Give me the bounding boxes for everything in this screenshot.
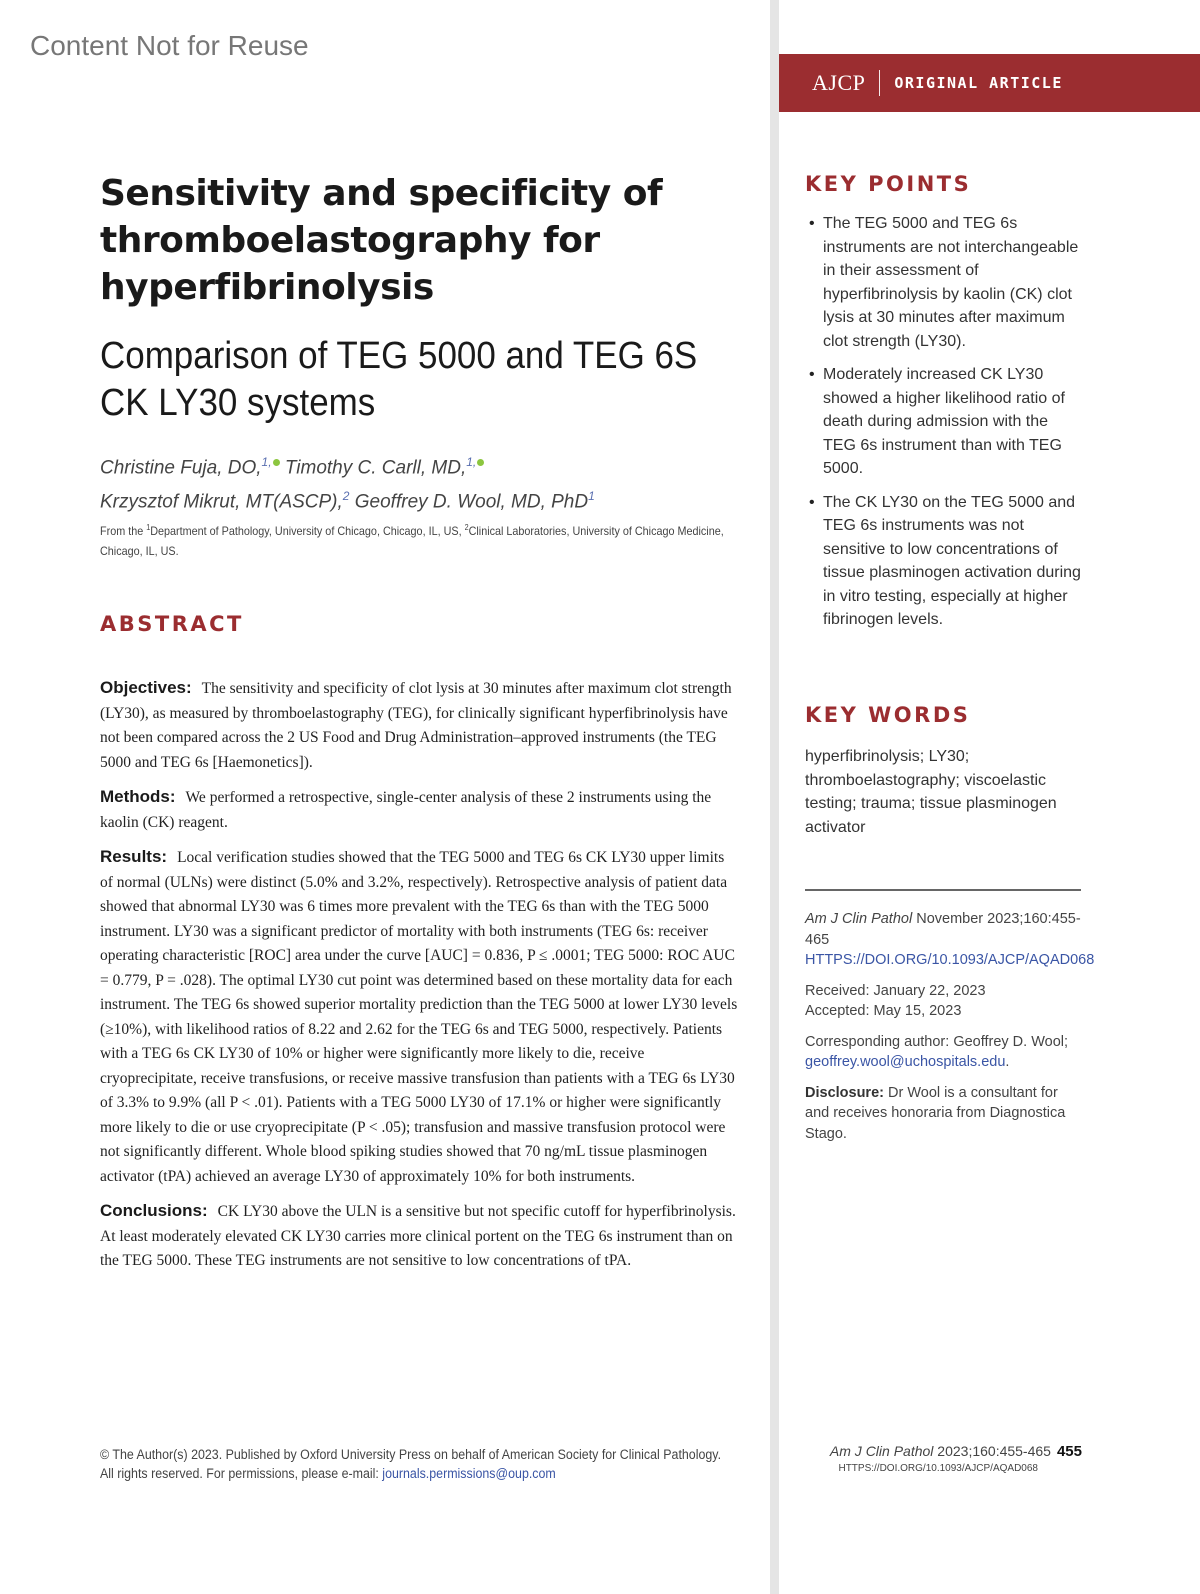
rights-text: All rights reserved. For permissions, please e-mail: (100, 1466, 383, 1481)
results-label: Results: (100, 847, 168, 866)
doi-link[interactable]: HTTPS://DOI.ORG/10.1093/AJCP/AQAD068 (805, 952, 1095, 968)
page-number: 455 (1056, 1443, 1082, 1460)
conclusions-label: Conclusions: (100, 1201, 208, 1220)
journal-name: AJCP (812, 70, 866, 95)
abstract-methods (100, 785, 740, 835)
abstract-body (100, 676, 740, 1284)
results-text: Local verification studies showed that the TEG 5000 and TEG 6s CK LY30 upper limits of normal (ULNs) were distinct (5.0% and 3.2%, respectively). Retrospective analysis of patient data showed that abnormal LY30 was 6 times more prevalent with the TEG 6s than with the TEG 5000 instrument. LY30 was a significant predictor of mortality with both instruments (TEG 6s: receiver operating characteristic [ROC] area under the curve [AUC] = 0.836, P ≤ .0001; TEG 5000: ROC AUC = 0.779, P = .028). The optimal LY30 cut point was determined based on these mortality data for each instrument. The TEG 6s showed superior mortality prediction than the TEG 5000 at lower LY30 levels (≥10%), with likelihood ratios of 8.22 and 2.62 for the TEG 6s and TEG 5000, respectively. Patients with a TEG 6s CK LY30 of 10% or higher were significantly more likely to die, receive cryoprecipitate, receive transfusions, or receive massive transfusion than patients with a TEG 6s LY30 of 3.3% to 9.9% (all P < .01). Patients with a TEG 5000 LY30 of 17.1% or higher were significantly more likely to die or use cryoprecipitate (P < .05); transfusion and massive transfusion protocol were not significantly different. Whole blood spiking studies showed that 70 ng/mL tissue plasminogen activator (tPA) achieved an average LY30 of approximately 10% for both instruments. (100, 849, 738, 1185)
key-words-text: hyperfibrinolysis; LY30; thromboelastography; viscoelastic testing; trauma; tissue plasminogen activator (805, 748, 1057, 836)
affiliation-text: Clinical Laboratories, University of Chicago Medicine, Chicago, IL, US. (100, 524, 724, 558)
article-meta (805, 909, 1095, 1154)
copyright-text: © The Author(s) 2023. Published by Oxford University Press on behalf of American Society for Clinical Pathology. (100, 1447, 722, 1462)
email-suffix: . (1005, 1054, 1010, 1070)
sidebar-divider (805, 889, 1081, 891)
author-name: Krzysztof Mikrut, MT(ASCP), (100, 491, 343, 513)
disclosure-text: Dr Wool is a consultant for and receives honoraria from Diagnostica Stago. (805, 1084, 1066, 1142)
email-link[interactable]: geoffrey.wool@uchospitals.edu (805, 1054, 1006, 1070)
objectives-text: The sensitivity and specificity of clot lysis at 30 minutes after maximum clot strength (LY30), as measured by thromboelastography (TEG), for clinically significant hyperfibrinolysis have not been compared across the 2 US Food and Drug Administration–approved instruments (the TEG 5000 and TEG 6s [Haemonetics]). (100, 680, 732, 771)
journal-banner (779, 54, 1200, 112)
conclusions-text: CK LY30 above the ULN is a sensitive but not specific cutoff for hyperfibrinolysis. At least moderately elevated CK LY30 carries more clinical portent on the TEG 6s instrument than on the TEG 5000. These TEG instruments are not sensitive to low concentrations of tPA. (100, 1203, 736, 1269)
key-words-heading: KEY WORDS (805, 703, 971, 727)
citation-details: November 2023;160:455-465 (805, 911, 1081, 948)
footer-citation (800, 1443, 1082, 1460)
citation (805, 909, 1095, 971)
permissions-email-link[interactable]: journals.permissions@oup.com (382, 1466, 556, 1481)
key-point-item: • The TEG 5000 and TEG 6s instruments are not interchangeable in their assessment of hyperfibrinolysis by kaolin (CK) clot lysis at 30 minutes after maximum clot strength (LY30). (805, 212, 1085, 353)
article-type: ORIGINAL ARTICLE (894, 74, 1063, 92)
abstract-conclusions (100, 1199, 740, 1274)
author-list (100, 448, 760, 517)
key-points-list (805, 212, 1085, 642)
disclosure-label: Disclosure: (805, 1084, 884, 1101)
author-name: Timothy C. Carll, MD, (284, 457, 467, 479)
author-name: Christine Fuja, DO, (100, 457, 262, 479)
footer-citation-details: 2023;160:455-465 (933, 1443, 1051, 1459)
key-point-item: • The CK LY30 on the TEG 5000 and TEG 6s instruments was not sensitive to low concentrations of tissue plasminogen activation during in vitro testing, especially at higher fibrinogen levels. (805, 491, 1085, 632)
affiliation-prefix: From the (100, 524, 147, 538)
affiliation-mark: 2 (464, 523, 469, 532)
footer-journal: Am J Clin Pathol (829, 1443, 934, 1459)
affiliation-mark: 1 (146, 523, 151, 532)
page-gutter (770, 0, 779, 1594)
methods-label: Methods: (100, 787, 176, 806)
journal-abbrev: Am J Clin Pathol (805, 911, 913, 927)
methods-text: We performed a retrospective, single-center analysis of these 2 instruments using the kaolin (CK) reagent. (100, 789, 712, 831)
author-affiliation-mark: 1, (466, 455, 477, 469)
disclosure (805, 1083, 1085, 1145)
author-affiliation-mark: 1 (588, 489, 595, 504)
corresponding-text: Corresponding author: Geoffrey D. Wool; (805, 1033, 1069, 1050)
author-affiliation-mark: 1, (261, 455, 272, 469)
footer-doi: HTTPS://DOI.ORG/10.1093/AJCP/AQAD068 (838, 1463, 1038, 1474)
affiliations (100, 518, 739, 561)
objectives-label: Objectives: (100, 678, 192, 697)
article-title: Sensitivity and specificity of thromboelastography for hyperfibrinolysis (100, 173, 663, 308)
key-point-item: • Moderately increased CK LY30 showed a higher likelihood ratio of death during admission with the TEG 6s instrument than with TEG 5000. (805, 363, 1085, 481)
copyright-footer (100, 1445, 753, 1483)
accepted-date: Accepted: May 15, 2023 (805, 1003, 962, 1019)
dates (805, 981, 1085, 1022)
affiliation-text: Department of Pathology, University of Chicago, Chicago, IL, US, (150, 524, 465, 538)
watermark: Content Not for Reuse (30, 30, 309, 61)
page-footer (800, 1443, 1082, 1474)
abstract-objectives (100, 676, 740, 775)
abstract-results (100, 845, 740, 1189)
orcid-icon[interactable] (273, 459, 280, 466)
article-subtitle: Comparison of TEG 5000 and TEG 6S CK LY30 systems (100, 335, 698, 424)
author-name: Geoffrey D. Wool, MD, PhD (354, 491, 589, 513)
abstract-heading: ABSTRACT (100, 612, 244, 636)
orcid-icon[interactable] (477, 459, 484, 466)
received-date: Received: January 22, 2023 (805, 982, 986, 999)
corresponding-author (805, 1032, 1085, 1073)
banner-divider (879, 70, 880, 96)
author-affiliation-mark: 2 (342, 489, 350, 504)
key-points-heading: KEY POINTS (805, 172, 972, 196)
